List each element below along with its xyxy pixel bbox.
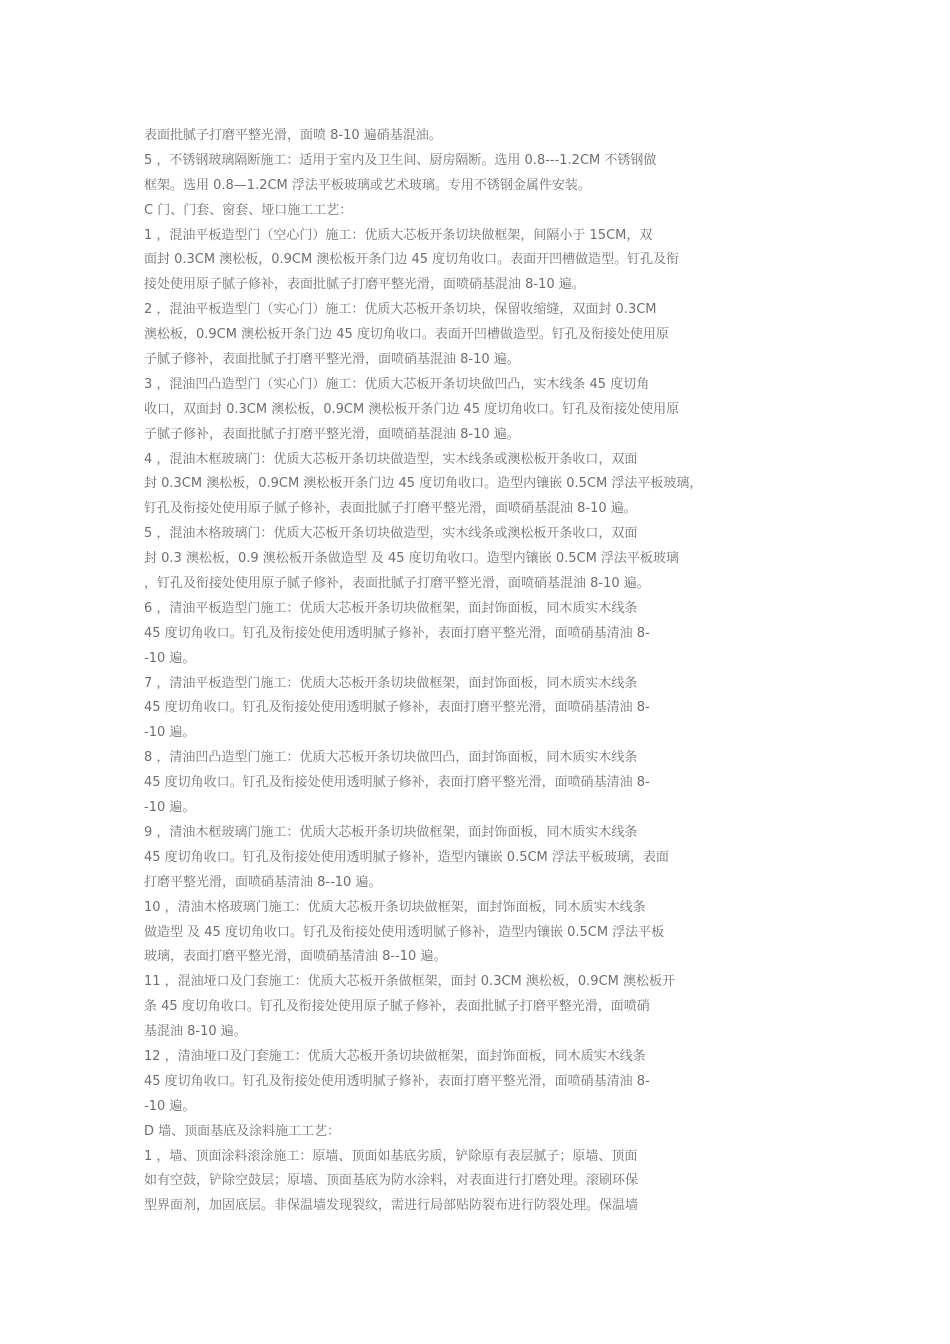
text-line: 澳松板，0.9CM 澳松板开条门边 45 度切角收口。表面开凹槽做造型。钉孔及衔接处使用原 <box>144 327 669 343</box>
text-line: 基混油 8-10 遍。 <box>144 1024 247 1040</box>
text-line: 条 45 度切角收口。钉孔及衔接处使用原子腻子修补，表面批腻子打磨平整光滑，面喷硝 <box>144 999 650 1015</box>
text-line: 型界面剂，加固底层。非保温墙发现裂纹，需进行局部贴防裂布进行防裂处理。保温墙 <box>144 1198 639 1214</box>
text-line: 9 ，清油木框玻璃门施工：优质大芯板开条切块做框架，面封饰面板，同木质实木线条 <box>144 824 638 840</box>
text-line: 封 0.3CM 澳松板，0.9CM 澳松板开条门边 45 度切角收口。造型内镶嵌 0.5CM 浮法平板玻璃， <box>144 476 703 492</box>
text-line: 收口，双面封 0.3CM 澳松板，0.9CM 澳松板开条门边 45 度切角收口。钉孔及衔接处使用原 <box>144 401 680 417</box>
text-line: 玻璃，表面打磨平整光滑，面喷硝基清油 8--10 遍。 <box>144 949 447 965</box>
text-line: 如有空鼓，铲除空鼓层；原墙、顶面基底为防水涂料，对表面进行打磨处理。滚刷环保 <box>144 1173 639 1189</box>
text-line: 45 度切角收口。钉孔及衔接处使用透明腻子修补，表面打磨平整光滑，面喷硝基清油 8- <box>144 775 650 791</box>
text-line: 子腻子修补，表面批腻子打磨平整光滑，面喷硝基混油 8-10 遍。 <box>144 352 520 368</box>
section-heading: D 墙、顶面基底及涂料施工工艺： <box>144 1123 341 1139</box>
text-line: 6 ，清油平板造型门施工：优质大芯板开条切块做框架，面封饰面板，同木质实木线条 <box>144 600 638 616</box>
text-line: 表面批腻子打磨平整光滑，面喷 8-10 遍硝基混油。 <box>144 128 442 143</box>
text-line: -10 遍。 <box>144 650 196 666</box>
text-line: 5 ，不锈钢玻璃隔断施工：适用于室内及卫生间、厨房隔断。选用 0.8---1.2CM 不锈钢做 <box>144 152 657 168</box>
text-line: 接处使用原子腻子修补，表面批腻子打磨平整光滑，面喷硝基混油 8-10 遍。 <box>144 277 585 293</box>
text-line: 钉孔及衔接处使用原子腻子修补，表面批腻子打磨平整光滑，面喷硝基混油 8-10 遍。 <box>144 501 637 517</box>
text-line: 11 ，混油垭口及门套施工：优质大芯板开条做框架，面封 0.3CM 澳松板，0.9CM 澳松板开 <box>144 974 676 990</box>
text-line: 做造型 及 45 度切角收口。钉孔及衔接处使用透明腻子修补，造型内镶嵌 0.5CM 浮法平板 <box>144 924 665 940</box>
text-line: 封 0.3 澳松板，0.9 澳松板开条做造型 及 45 度切角收口。造型内镶嵌 0.5CM 浮法平板玻璃 <box>144 551 679 567</box>
text-line: -10 遍。 <box>144 1098 196 1114</box>
text-line: ，钉孔及衔接处使用原子腻子修补，表面批腻子打磨平整光滑，面喷硝基混油 8-10 遍。 <box>144 576 650 592</box>
text-line: 4 ，混油木框玻璃门：优质大芯板开条切块做造型，实木线条或澳松板开条收口，双面 <box>144 451 638 467</box>
text-line: -10 遍。 <box>144 725 196 741</box>
text-line: 打磨平整光滑，面喷硝基清油 8--10 遍。 <box>144 874 382 890</box>
section-heading: C 门、门套、窗套、垭口施工工艺： <box>144 202 353 218</box>
text-line: 5 ，混油木格玻璃门：优质大芯板开条切块做造型，实木线条或澳松板开条收口，双面 <box>144 526 638 542</box>
text-line: 45 度切角收口。钉孔及衔接处使用透明腻子修补，造型内镶嵌 0.5CM 浮法平板玻璃，表面 <box>144 849 669 865</box>
text-line: 8 ，清油凹凸造型门施工：优质大芯板开条切块做凹凸，面封饰面板，同木质实木线条 <box>144 750 638 766</box>
text-line: 1 ，混油平板造型门（空心门）施工：优质大芯板开条切块做框架，间隔小于 15CM，双 <box>144 227 653 243</box>
text-line: 12 ，清油垭口及门套施工：优质大芯板开条切块做框架，面封饰面板，同木质实木线条 <box>144 1048 646 1064</box>
text-line: -10 遍。 <box>144 800 196 816</box>
text-line: 45 度切角收口。钉孔及衔接处使用透明腻子修补，表面打磨平整光滑，面喷硝基清油 8- <box>144 700 650 716</box>
text-line: 7 ，清油平板造型门施工：优质大芯板开条切块做框架，面封饰面板，同木质实木线条 <box>144 675 638 691</box>
text-line: 框架。选用 0.8—1.2CM 浮法平板玻璃或艺术玻璃。专用不锈钢金属件安装。 <box>144 177 591 193</box>
text-line: 子腻子修补，表面批腻子打磨平整光滑，面喷硝基混油 8-10 遍。 <box>144 426 520 442</box>
text-line: 1 ，墙、顶面涂料滚涂施工：原墙、顶面如基底劣质，铲除原有表层腻子；原墙、顶面 <box>144 1148 638 1164</box>
text-line: 10 ，清油木格玻璃门施工：优质大芯板开条切块做框架，面封饰面板，同木质实木线条 <box>144 899 646 915</box>
document-body <box>144 124 764 1219</box>
text-line: 2 ，混油平板造型门（实心门）施工：优质大芯板开条切块，保留收缩缝，双面封 0.3CM <box>144 302 657 318</box>
text-line: 45 度切角收口。钉孔及衔接处使用透明腻子修补，表面打磨平整光滑，面喷硝基清油 8- <box>144 1073 650 1089</box>
text-line: 45 度切角收口。钉孔及衔接处使用透明腻子修补，表面打磨平整光滑，面喷硝基清油 8- <box>144 625 650 641</box>
text-line: 3 ，混油凹凸造型门（实心门）施工：优质大芯板开条切块做凹凸，实木线条 45 度切角 <box>144 376 650 392</box>
text-line: 面封 0.3CM 澳松板，0.9CM 澳松板开条门边 45 度切角收口。表面开凹槽做造型。钉孔及衔 <box>144 252 680 268</box>
